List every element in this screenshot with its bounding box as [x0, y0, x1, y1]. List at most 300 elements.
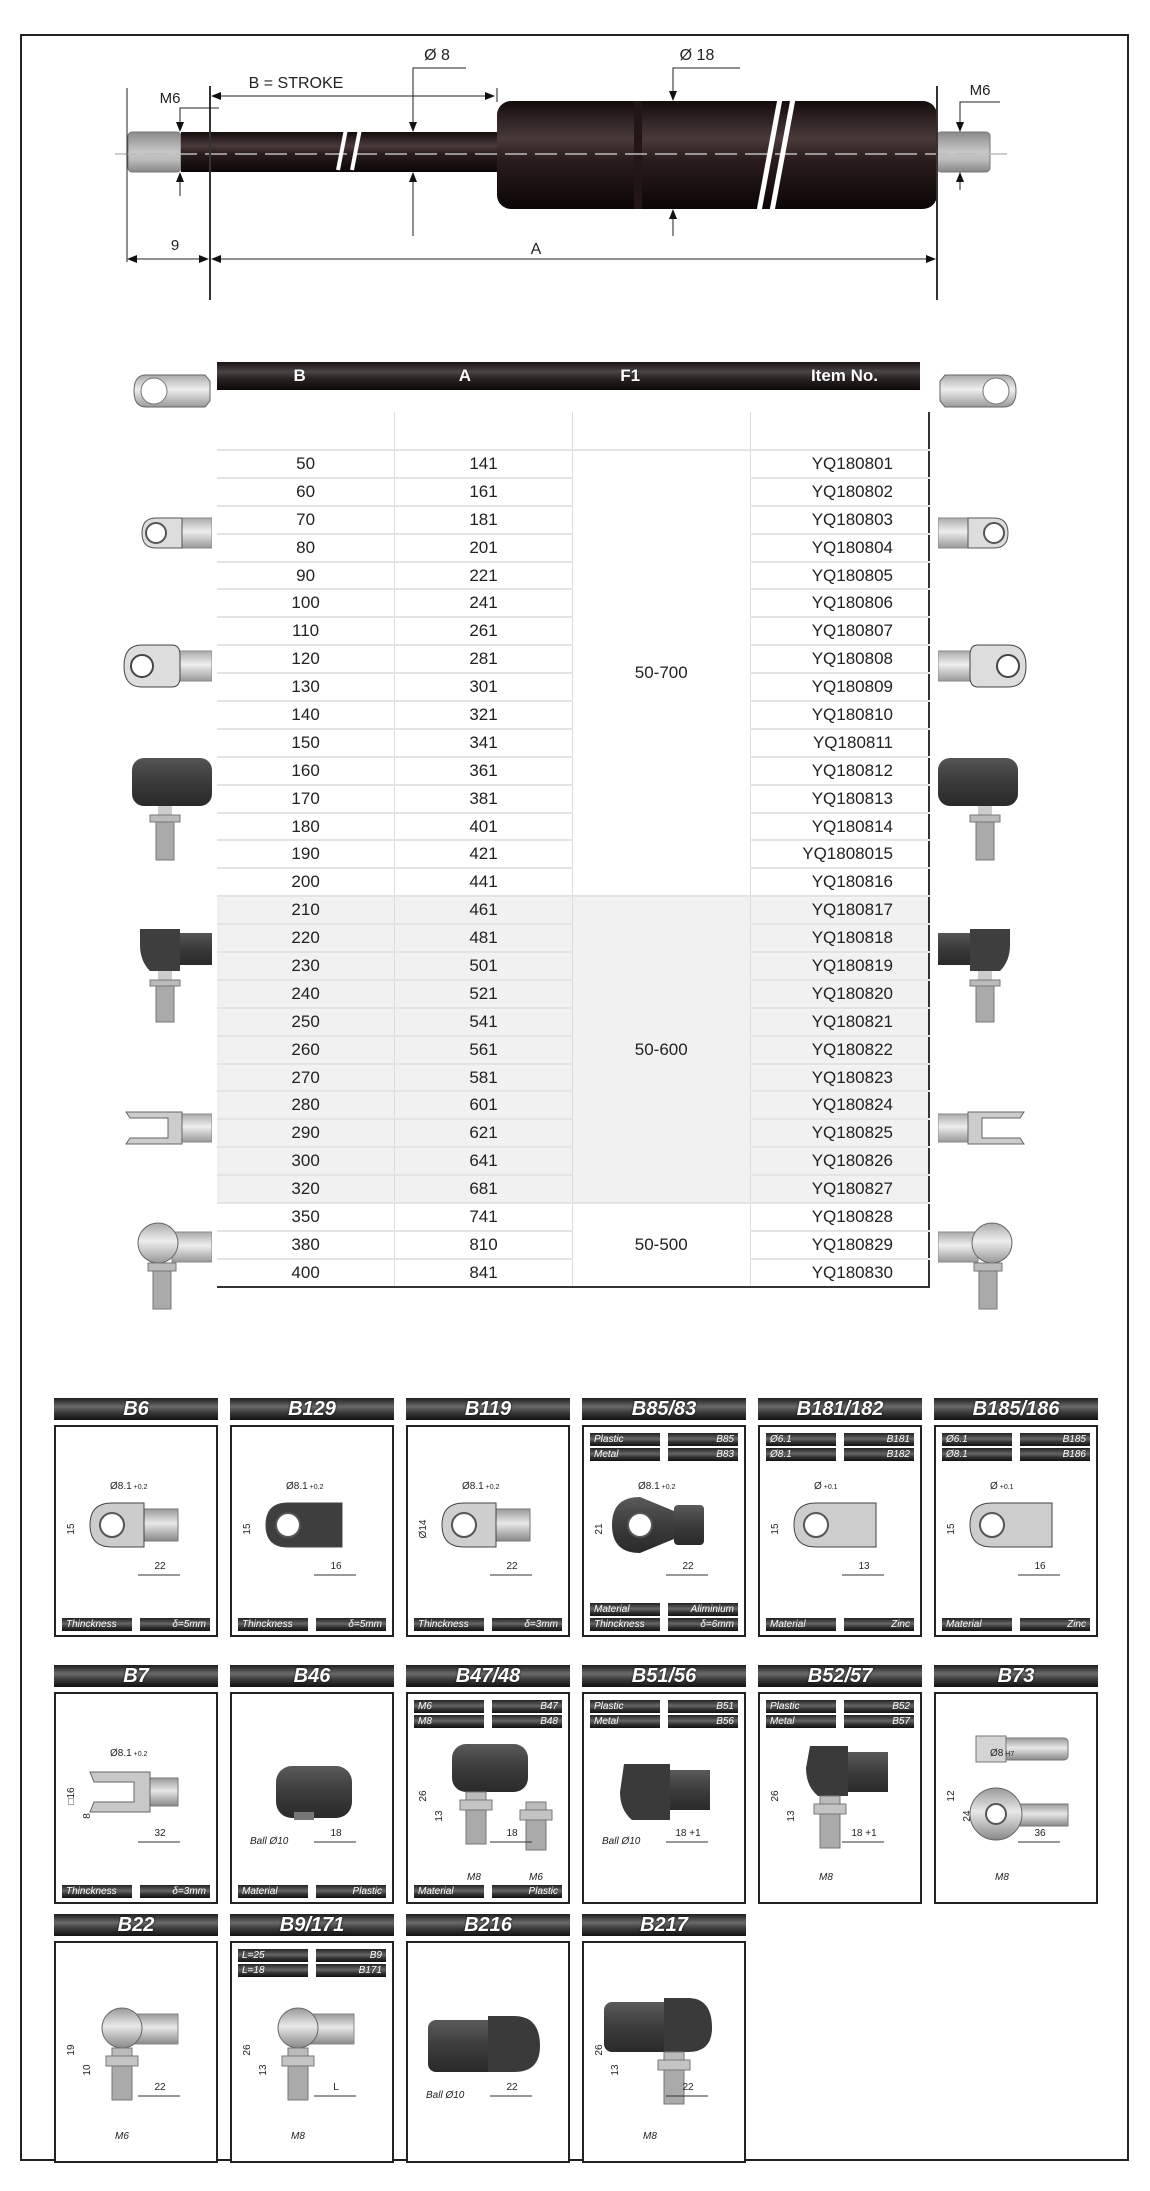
spec-label: M6 — [414, 1700, 484, 1713]
spec-tag-row — [760, 1618, 920, 1631]
cell-stroke-b: 240 — [217, 980, 395, 1008]
cell-item-no: YQ180817 — [750, 896, 929, 924]
fitting-part-icon — [408, 1943, 568, 2161]
ball-joint-metal-icon — [938, 1223, 1012, 1309]
column-header-a: A — [458, 366, 472, 385]
svg-text:A: A — [530, 241, 542, 258]
cell-item-no: YQ180821 — [750, 1008, 929, 1036]
column-header-b: B — [293, 366, 306, 385]
svg-text:8: 8 — [82, 1813, 93, 1819]
fitting-card — [406, 1914, 570, 2163]
fitting-code: B51/56 — [582, 1665, 746, 1687]
svg-text:32: 32 — [154, 1828, 166, 1839]
angle-ball-socket-icon — [938, 929, 1010, 1022]
spec-value: δ=6mm — [668, 1618, 738, 1631]
fitting-part-icon — [232, 1694, 392, 1902]
cell-stroke-b: 110 — [217, 617, 395, 645]
svg-text:M8: M8 — [643, 2131, 657, 2142]
svg-text:13: 13 — [786, 1810, 797, 1822]
spec-tag-row — [584, 1448, 744, 1461]
cell-item-no: YQ180807 — [750, 617, 929, 645]
spec-label: L=18 — [238, 1964, 308, 1977]
spec-tag-row — [408, 1618, 568, 1631]
svg-text:16: 16 — [1034, 1561, 1046, 1572]
spec-label: L=25 — [238, 1949, 308, 1962]
spec-value: Zinc — [1020, 1618, 1090, 1631]
svg-text:M8: M8 — [291, 2131, 305, 2142]
svg-text:21: 21 — [594, 1523, 605, 1535]
fitting-code: B73 — [934, 1665, 1098, 1687]
fitting-part-icon — [584, 1943, 744, 2161]
spec-value: B182 — [844, 1448, 914, 1461]
svg-text:15: 15 — [242, 1523, 253, 1535]
cell-stroke-b: 350 — [217, 1203, 395, 1231]
fitting-drawing-box — [758, 1425, 922, 1637]
cell-stroke-b: 230 — [217, 952, 395, 980]
svg-text:18 +1: 18 +1 — [675, 1828, 701, 1839]
spec-tag-row — [584, 1618, 744, 1631]
cell-stroke-b: 180 — [217, 813, 395, 841]
cell-stroke-b: 270 — [217, 1064, 395, 1092]
spec-value: δ=5mm — [316, 1618, 386, 1631]
spec-value: δ=3mm — [140, 1885, 210, 1898]
cell-force-f1: 50-700 — [572, 450, 750, 896]
cell-force-f1: 50-500 — [572, 1203, 750, 1287]
spec-tag-row — [760, 1700, 920, 1713]
fitting-drawing-box — [934, 1425, 1098, 1637]
ball-socket-plastic-icon — [938, 758, 1018, 860]
fitting-drawing-box — [582, 1692, 746, 1904]
cell-stroke-b: 280 — [217, 1091, 395, 1119]
spec-value: δ=3mm — [492, 1618, 562, 1631]
svg-text:13: 13 — [434, 1810, 445, 1822]
fitting-drawing-box — [54, 1692, 218, 1904]
cell-length-a: 841 — [395, 1259, 573, 1287]
spec-tag-row — [232, 1964, 392, 1977]
svg-text:26: 26 — [418, 1790, 429, 1802]
svg-text:16: 16 — [330, 1561, 342, 1572]
cell-item-no: YQ180829 — [750, 1231, 929, 1259]
eye-plate-large-icon — [134, 375, 210, 407]
spec-label: Material — [942, 1618, 1012, 1631]
spec-value: B48 — [492, 1715, 562, 1728]
svg-text:22: 22 — [154, 1561, 166, 1572]
side-fittings-right — [938, 355, 1030, 1315]
cell-item-no: YQ180828 — [750, 1203, 929, 1231]
spec-table — [217, 412, 930, 1288]
spec-value: B52 — [844, 1700, 914, 1713]
svg-text:Ø8.1 +0.2: Ø8.1 +0.2 — [110, 1481, 148, 1492]
fitting-card — [934, 1665, 1098, 1904]
svg-text:22: 22 — [506, 1561, 518, 1572]
svg-text:Ø 8: Ø 8 — [424, 47, 450, 64]
svg-text:M6: M6 — [529, 1872, 543, 1883]
cell-stroke-b: 400 — [217, 1259, 395, 1287]
clevis-fork-icon — [938, 1112, 1024, 1144]
cell-length-a: 341 — [395, 729, 573, 757]
fitting-code: B217 — [582, 1914, 746, 1936]
spec-value: B56 — [668, 1715, 738, 1728]
cell-stroke-b: 260 — [217, 1036, 395, 1064]
spec-tag-row — [232, 1949, 392, 1962]
fitting-code: B85/83 — [582, 1398, 746, 1420]
table-row — [217, 896, 929, 924]
spec-tag-row — [584, 1700, 744, 1713]
spec-label: Material — [238, 1885, 308, 1898]
fitting-drawing-box — [406, 1425, 570, 1637]
cell-length-a: 181 — [395, 506, 573, 534]
cell-stroke-b: 70 — [217, 506, 395, 534]
cell-item-no: YQ180827 — [750, 1175, 929, 1203]
fitting-card — [54, 1665, 218, 1904]
cell-stroke-b: 130 — [217, 673, 395, 701]
cell-length-a: 601 — [395, 1091, 573, 1119]
cell-length-a: 281 — [395, 645, 573, 673]
cell-length-a: 261 — [395, 617, 573, 645]
cell-item-no: YQ180813 — [750, 785, 929, 813]
fitting-card — [582, 1914, 746, 2163]
svg-text:15: 15 — [66, 1523, 77, 1535]
cell-length-a: 461 — [395, 896, 573, 924]
fitting-card — [230, 1665, 394, 1904]
cell-stroke-b: 380 — [217, 1231, 395, 1259]
fitting-drawing-box — [406, 1941, 570, 2163]
cell-length-a: 381 — [395, 785, 573, 813]
eye-plate-large-icon — [940, 375, 1016, 407]
spec-label: Plastic — [766, 1700, 836, 1713]
spec-value: Plastic — [492, 1885, 562, 1898]
svg-text:18: 18 — [506, 1828, 518, 1839]
svg-text:Ø +0.1: Ø +0.1 — [990, 1481, 1014, 1492]
spec-label: Plastic — [590, 1433, 660, 1446]
spec-label: Plastic — [590, 1700, 660, 1713]
spec-label: Material — [766, 1618, 836, 1631]
cell-stroke-b: 50 — [217, 450, 395, 478]
spec-tag-row — [56, 1885, 216, 1898]
cell-length-a: 441 — [395, 868, 573, 896]
fitting-drawing-box — [582, 1941, 746, 2163]
spec-label: Metal — [590, 1715, 660, 1728]
spec-value: δ=5mm — [140, 1618, 210, 1631]
spec-value: B57 — [844, 1715, 914, 1728]
svg-text:26: 26 — [594, 2044, 605, 2056]
fitting-card — [758, 1398, 922, 1637]
spec-tag-row — [232, 1885, 392, 1898]
fitting-card — [934, 1398, 1098, 1637]
spec-tag-row — [584, 1715, 744, 1728]
spec-value: Plastic — [316, 1885, 386, 1898]
cell-stroke-b: 220 — [217, 924, 395, 952]
svg-text:36: 36 — [1034, 1828, 1046, 1839]
cell-stroke-b: 190 — [217, 840, 395, 868]
spec-label: Thinckness — [62, 1618, 132, 1631]
table-row — [217, 1203, 929, 1231]
spec-label: Ø8.1 — [942, 1448, 1012, 1461]
svg-text:9: 9 — [170, 237, 180, 254]
spec-label: Metal — [590, 1448, 660, 1461]
spec-value: B186 — [1020, 1448, 1090, 1461]
svg-text:12: 12 — [946, 1790, 957, 1802]
spec-tag-row — [936, 1618, 1096, 1631]
fitting-part-icon — [232, 1427, 392, 1635]
cell-item-no: YQ1808015 — [750, 840, 929, 868]
svg-text:Ø8.1 +0.2: Ø8.1 +0.2 — [638, 1481, 676, 1492]
spec-label: Thinckness — [62, 1885, 132, 1898]
side-fittings-left — [120, 355, 212, 1315]
cell-item-no: YQ180806 — [750, 589, 929, 617]
cell-length-a: 521 — [395, 980, 573, 1008]
fitting-card — [230, 1398, 394, 1637]
fitting-code: B9/171 — [230, 1914, 394, 1936]
cell-length-a: 621 — [395, 1119, 573, 1147]
cell-stroke-b: 150 — [217, 729, 395, 757]
svg-text:26: 26 — [242, 2044, 253, 2056]
fitting-card — [406, 1665, 570, 1904]
cell-stroke-b: 200 — [217, 868, 395, 896]
svg-text:B = STROKE: B = STROKE — [248, 75, 344, 92]
spec-value: B51 — [668, 1700, 738, 1713]
svg-text:22: 22 — [682, 2082, 694, 2093]
cell-length-a: 161 — [395, 478, 573, 506]
fitting-part-icon — [936, 1694, 1096, 1902]
svg-text:M6: M6 — [159, 90, 181, 107]
cell-item-no: YQ180810 — [750, 701, 929, 729]
cell-stroke-b: 90 — [217, 562, 395, 590]
fitting-code: B46 — [230, 1665, 394, 1687]
cell-length-a: 501 — [395, 952, 573, 980]
spec-label: Ø6.1 — [942, 1433, 1012, 1446]
spec-tag-row — [408, 1885, 568, 1898]
cell-item-no: YQ180805 — [750, 562, 929, 590]
cell-length-a: 541 — [395, 1008, 573, 1036]
fitting-card — [582, 1665, 746, 1904]
svg-text:22: 22 — [506, 2082, 518, 2093]
fitting-drawing-box — [230, 1692, 394, 1904]
fitting-drawing-box — [758, 1692, 922, 1904]
spec-label: Thinckness — [414, 1618, 484, 1631]
cell-item-no: YQ180826 — [750, 1147, 929, 1175]
cell-length-a: 741 — [395, 1203, 573, 1231]
cell-item-no: YQ180819 — [750, 952, 929, 980]
cell-stroke-b: 290 — [217, 1119, 395, 1147]
svg-text:Ø8 H7: Ø8 H7 — [990, 1748, 1015, 1759]
svg-text:13: 13 — [258, 2064, 269, 2076]
cell-item-no: YQ180822 — [750, 1036, 929, 1064]
fitting-card — [54, 1398, 218, 1637]
fitting-part-icon — [56, 1427, 216, 1635]
spec-value: B181 — [844, 1433, 914, 1446]
eye-plate-icon — [124, 645, 212, 687]
spec-tag-row — [408, 1700, 568, 1713]
right-thread-end — [937, 132, 990, 172]
fitting-card — [582, 1398, 746, 1637]
cell-item-no: YQ180808 — [750, 645, 929, 673]
left-thread-end — [128, 132, 181, 172]
cell-length-a: 641 — [395, 1147, 573, 1175]
spec-label: Ø6.1 — [766, 1433, 836, 1446]
spec-label: M8 — [414, 1715, 484, 1728]
cell-length-a: 481 — [395, 924, 573, 952]
svg-text:Ø8.1 +0.2: Ø8.1 +0.2 — [462, 1481, 500, 1492]
cell-stroke-b: 170 — [217, 785, 395, 813]
spec-label: Metal — [766, 1715, 836, 1728]
cell-length-a: 561 — [395, 1036, 573, 1064]
cell-stroke-b: 250 — [217, 1008, 395, 1036]
cell-length-a: 421 — [395, 840, 573, 868]
svg-text:M8: M8 — [819, 1872, 833, 1883]
cell-stroke-b: 320 — [217, 1175, 395, 1203]
ball-socket-plastic-icon — [132, 758, 212, 860]
cell-length-a: 141 — [395, 450, 573, 478]
svg-text:L: L — [333, 2082, 339, 2093]
svg-text:M6: M6 — [969, 82, 991, 99]
fitting-drawing-box — [582, 1425, 746, 1637]
spec-tag-row — [760, 1448, 920, 1461]
svg-text:Ball Ø10: Ball Ø10 — [602, 1836, 641, 1847]
svg-text:Ø +0.1: Ø +0.1 — [814, 1481, 838, 1492]
table-spacer-row — [217, 412, 929, 450]
cell-item-no: YQ180818 — [750, 924, 929, 952]
fitting-drawing-box — [54, 1425, 218, 1637]
spec-tag-row — [408, 1715, 568, 1728]
spec-tag-row — [936, 1448, 1096, 1461]
eye-plate-icon — [938, 645, 1026, 687]
spec-label: Thinckness — [590, 1618, 660, 1631]
spec-tag-row — [232, 1618, 392, 1631]
cell-item-no: YQ180825 — [750, 1119, 929, 1147]
cell-force-f1: 50-600 — [572, 896, 750, 1203]
fitting-code: B129 — [230, 1398, 394, 1420]
spec-value: B185 — [1020, 1433, 1090, 1446]
cell-item-no: YQ180804 — [750, 534, 929, 562]
svg-text:24: 24 — [962, 1810, 973, 1822]
fitting-code: B47/48 — [406, 1665, 570, 1687]
table-row — [217, 450, 929, 478]
fitting-part-icon — [56, 1694, 216, 1902]
cell-item-no: YQ180816 — [750, 868, 929, 896]
fitting-drawing-box — [934, 1692, 1098, 1904]
table-header — [217, 362, 920, 390]
fitting-code: B119 — [406, 1398, 570, 1420]
cell-item-no: YQ180814 — [750, 813, 929, 841]
cell-item-no: YQ180809 — [750, 673, 929, 701]
svg-text:M6: M6 — [115, 2131, 129, 2142]
cell-item-no: YQ180802 — [750, 478, 929, 506]
svg-text:Ø 18: Ø 18 — [679, 47, 715, 64]
svg-text:Ø8.1 +0.2: Ø8.1 +0.2 — [110, 1748, 148, 1759]
spec-tag-row — [760, 1715, 920, 1728]
svg-text:15: 15 — [770, 1523, 781, 1535]
fitting-part-icon — [56, 1943, 216, 2161]
ball-joint-metal-icon — [138, 1223, 212, 1309]
spec-value: B83 — [668, 1448, 738, 1461]
fitting-code: B7 — [54, 1665, 218, 1687]
cell-length-a: 321 — [395, 701, 573, 729]
cell-stroke-b: 80 — [217, 534, 395, 562]
fitting-code: B22 — [54, 1914, 218, 1936]
cell-stroke-b: 160 — [217, 757, 395, 785]
cell-length-a: 401 — [395, 813, 573, 841]
spec-tag-row — [760, 1433, 920, 1446]
spec-label: Material — [590, 1603, 660, 1616]
spec-tag-row — [584, 1433, 744, 1446]
spec-tag-row — [56, 1618, 216, 1631]
cell-stroke-b: 100 — [217, 589, 395, 617]
cell-item-no: YQ180812 — [750, 757, 929, 785]
cell-stroke-b: 300 — [217, 1147, 395, 1175]
svg-text:M8: M8 — [467, 1872, 481, 1883]
cell-length-a: 301 — [395, 673, 573, 701]
spec-value: Aliminium — [668, 1603, 738, 1616]
spec-value: B171 — [316, 1964, 386, 1977]
gas-spring-drawing — [0, 0, 1150, 300]
fitting-part-icon — [408, 1427, 568, 1635]
svg-text:10: 10 — [82, 2064, 93, 2076]
angle-ball-socket-icon — [140, 929, 212, 1022]
svg-text:Ø14: Ø14 — [418, 1519, 429, 1539]
cell-item-no: YQ180811 — [750, 729, 929, 757]
svg-text:18: 18 — [330, 1828, 342, 1839]
cell-stroke-b: 120 — [217, 645, 395, 673]
cell-item-no: YQ180820 — [750, 980, 929, 1008]
cell-item-no: YQ180801 — [750, 450, 929, 478]
column-header-item-no: Item No. — [810, 366, 878, 385]
cell-length-a: 681 — [395, 1175, 573, 1203]
fitting-code: B6 — [54, 1398, 218, 1420]
clevis-fork-icon — [126, 1112, 212, 1144]
svg-text:13: 13 — [858, 1561, 870, 1572]
cell-length-a: 221 — [395, 562, 573, 590]
cell-length-a: 361 — [395, 757, 573, 785]
svg-text:22: 22 — [154, 2082, 166, 2093]
svg-text:M8: M8 — [995, 1872, 1009, 1883]
cell-item-no: YQ180823 — [750, 1064, 929, 1092]
fitting-card — [230, 1914, 394, 2163]
cell-item-no: YQ180824 — [750, 1091, 929, 1119]
spec-value: B85 — [668, 1433, 738, 1446]
fitting-card — [406, 1398, 570, 1637]
cell-length-a: 581 — [395, 1064, 573, 1092]
spec-value: B9 — [316, 1949, 386, 1962]
spec-label: Material — [414, 1885, 484, 1898]
cell-length-a: 241 — [395, 589, 573, 617]
svg-text:26: 26 — [770, 1790, 781, 1802]
eye-tube-icon — [938, 518, 1008, 548]
spec-tag-row — [936, 1433, 1096, 1446]
svg-text:13: 13 — [610, 2064, 621, 2076]
svg-text:18 +1: 18 +1 — [851, 1828, 877, 1839]
cell-stroke-b: 210 — [217, 896, 395, 924]
fitting-card — [54, 1914, 218, 2163]
eye-tube-icon — [142, 518, 212, 548]
cell-length-a: 201 — [395, 534, 573, 562]
fitting-drawing-box — [230, 1941, 394, 2163]
spec-value: B47 — [492, 1700, 562, 1713]
svg-text:Ball Ø10: Ball Ø10 — [426, 2090, 465, 2101]
spec-label: Thinckness — [238, 1618, 308, 1631]
fitting-code: B185/186 — [934, 1398, 1098, 1420]
column-header-f1: F1 — [620, 366, 641, 385]
fitting-card — [758, 1665, 922, 1904]
spec-label: Ø8.1 — [766, 1448, 836, 1461]
svg-text:19: 19 — [66, 2044, 77, 2056]
fitting-code: B216 — [406, 1914, 570, 1936]
fitting-drawing-box — [54, 1941, 218, 2163]
spec-value: Zinc — [844, 1618, 914, 1631]
fitting-drawing-box — [230, 1425, 394, 1637]
cylinder-body — [497, 101, 937, 209]
spec-tag-row — [584, 1603, 744, 1616]
